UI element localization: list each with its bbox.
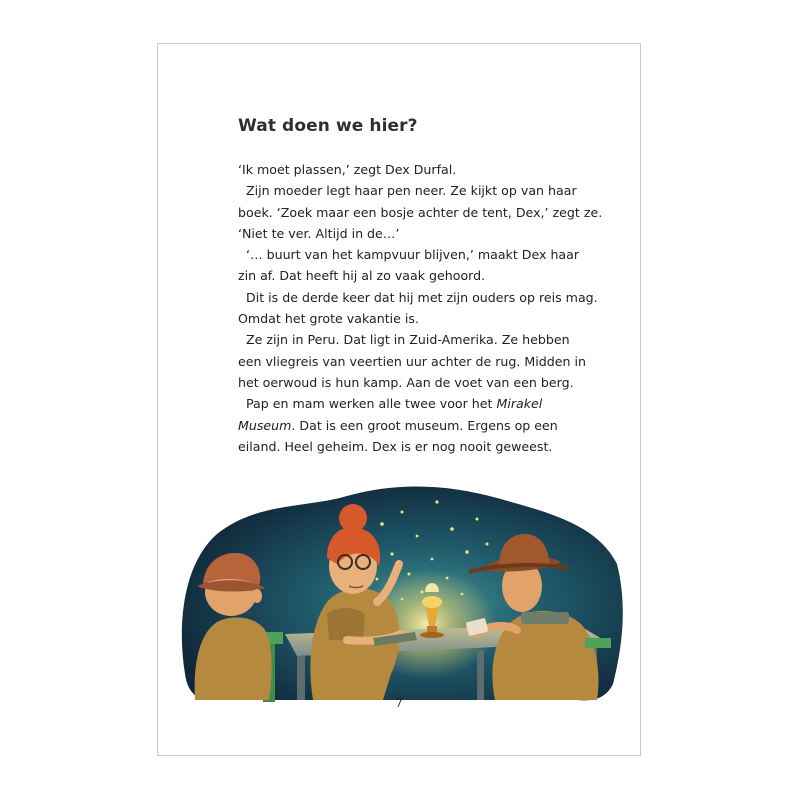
text-line: Dit is de derde keer dat hij met zijn ouders op reis mag. bbox=[246, 289, 598, 305]
book-page bbox=[157, 43, 641, 756]
text-line: Zijn moeder legt haar pen neer. Ze kijkt op van haar bbox=[246, 183, 577, 199]
text-line: een vliegreis van veertien uur achter de rug. Midden in bbox=[238, 353, 586, 369]
text-line: eiland. Heel geheim. Dex is er nog nooit geweest. bbox=[238, 438, 553, 454]
text-line: ‘Niet te ver. Altijd in de…’ bbox=[238, 225, 400, 241]
text-line: ‘… buurt van het kampvuur blijven,’ maakt Dex haar bbox=[246, 247, 580, 263]
page-number: 7 bbox=[394, 696, 404, 711]
text-line: Museum. Dat is een groot museum. Ergens op een bbox=[238, 417, 558, 433]
story-text bbox=[238, 159, 603, 457]
text-line: boek. ‘Zoek maar een bosje achter de tent, Dex,’ zegt ze. bbox=[238, 204, 603, 220]
text-line: ‘Ik moet plassen,’ zegt Dex Durfal. bbox=[238, 162, 457, 177]
text-line: Pap en mam werken alle twee voor het Mirakel bbox=[246, 396, 543, 412]
chapter-heading: Wat doen we hier? bbox=[238, 116, 418, 136]
italic-museum-name: Mirakel bbox=[496, 396, 543, 412]
campfire-illustration bbox=[177, 474, 624, 704]
italic-museum-name: Museum bbox=[238, 417, 292, 433]
text-line: Ze zijn in Peru. Dat ligt in Zuid-Amerika. Ze hebben bbox=[246, 332, 570, 348]
text-line: het oerwoud is hun kamp. Aan de voet van een berg. bbox=[238, 374, 574, 390]
text-line: Omdat het grote vakantie is. bbox=[238, 311, 419, 327]
chair bbox=[585, 638, 611, 648]
text-line: zin af. Dat heeft hij al zo vaak gehoord. bbox=[238, 268, 486, 284]
